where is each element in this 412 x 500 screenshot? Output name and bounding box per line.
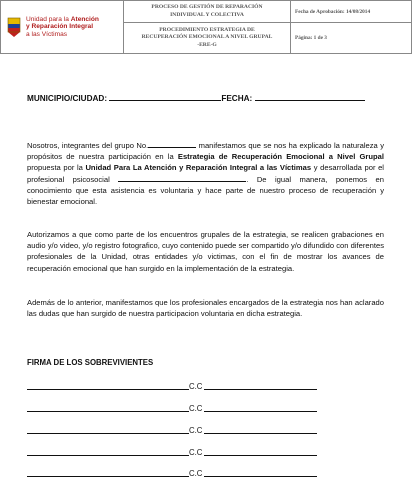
signature-field[interactable] [27,476,189,477]
brand-line1-bold: Atención [70,15,99,23]
p1-strategy-name: Estrategia de Recuperación Emocional a Nivel Grupal [177,152,384,162]
approval-date: Fecha de Aprobación: 14/08/2014 [291,1,412,23]
process-title-1: PROCESO DE GESTIÓN DE REPARACIÓN [151,3,263,10]
cc-label: C.C [189,404,203,413]
cc-field[interactable] [204,455,317,456]
brand-line3: a las Víctimas [26,30,68,38]
brand-line1: Unidad para la [26,15,69,23]
cc-field[interactable] [204,411,317,412]
p1-text-g: . De igual manera, ponemos en conocimiento que esta asistencia es voluntaria y hace parte de nuestro proceso de recuperación y bienestar emocional. [27,174,384,207]
municipio-label: MUNICIPIO/CIUDAD: [27,94,110,103]
brand-line2: y Reparación Integral [26,23,94,31]
signature-row [27,424,327,434]
document-header [0,0,412,54]
cc-label: C.C [189,426,203,435]
process-title-2: INDIVIDUAL Y COLECTIVA [170,11,244,18]
cc-field[interactable] [204,476,317,477]
cc-label: C.C [189,382,203,391]
cc-field[interactable] [204,389,317,390]
colombia-seal-icon [7,16,21,38]
paragraph-authorization: Autorizamos a que como parte de los encuentros grupales de la estrategia, se realicen grabaciones en audio y/o video, y/o registro fotografico, cuyo contenido puede ser compartido y/o difundido con diferentes profesionales de la Unidad, otras entidades y/o victimas, con el fin de mostrar los avances de recuperación emocional que han surgido en la implementación de la estrategia. [27,230,384,273]
procedure-title-1: PROCEDIMIENTO ESTRATEGIA DE [159,26,255,33]
group-number-field[interactable] [148,140,196,148]
procedure-title-3: -ERE-G [197,41,217,48]
p1-text-f: y desarrollada por el profesional psicosocial [27,163,384,184]
signature-row [27,402,327,412]
signature-row [27,467,327,477]
procedure-title-2: RECUPERACIÓN EMOCIONAL A NIVEL GRUPAL [141,34,273,41]
process-title-cell [124,1,291,23]
fecha-label: FECHA: [221,94,255,103]
unidad-victimas-logo [1,1,123,53]
paragraph-consent [27,140,384,207]
signature-field[interactable] [27,389,189,390]
cc-field[interactable] [204,433,317,434]
signature-field[interactable] [27,433,189,434]
paragraph-clarification: Además de lo anterior, manifestamos que los profesionales encargados de la estrategia nos han aclarado las dudas que han surgido de nuestra participacion voluntaria en dicha estrategia. [27,298,384,319]
procedure-title-cell [124,23,291,54]
logo-cell [1,1,124,54]
signature-field[interactable] [27,455,189,456]
signature-row [27,446,327,456]
professional-name-field[interactable] [118,174,246,182]
signature-row [27,380,327,390]
municipio-field[interactable] [109,93,221,101]
fecha-field[interactable] [255,93,365,101]
municipio-fecha-line [27,93,365,103]
signatures-title: FIRMA DE LOS SOBREVIVIENTES [27,358,154,367]
p1-text-a: Nosotros, integrantes del grupo No. [27,141,149,150]
p1-text-d: propuesta por la [27,163,86,173]
page-number: Página: 1 de 3 [291,23,412,54]
signature-field[interactable] [27,411,189,412]
cc-label: C.C [189,469,203,478]
brand-text [26,16,99,38]
p1-entity-name: Unidad Para La Atención y Reparación Integral a las Víctimas [85,163,312,173]
p1-text-b: manifestamos que se nos ha explicado la naturaleza y propósitos de nuestra participación en la [27,141,384,162]
cc-label: C.C [189,448,203,457]
